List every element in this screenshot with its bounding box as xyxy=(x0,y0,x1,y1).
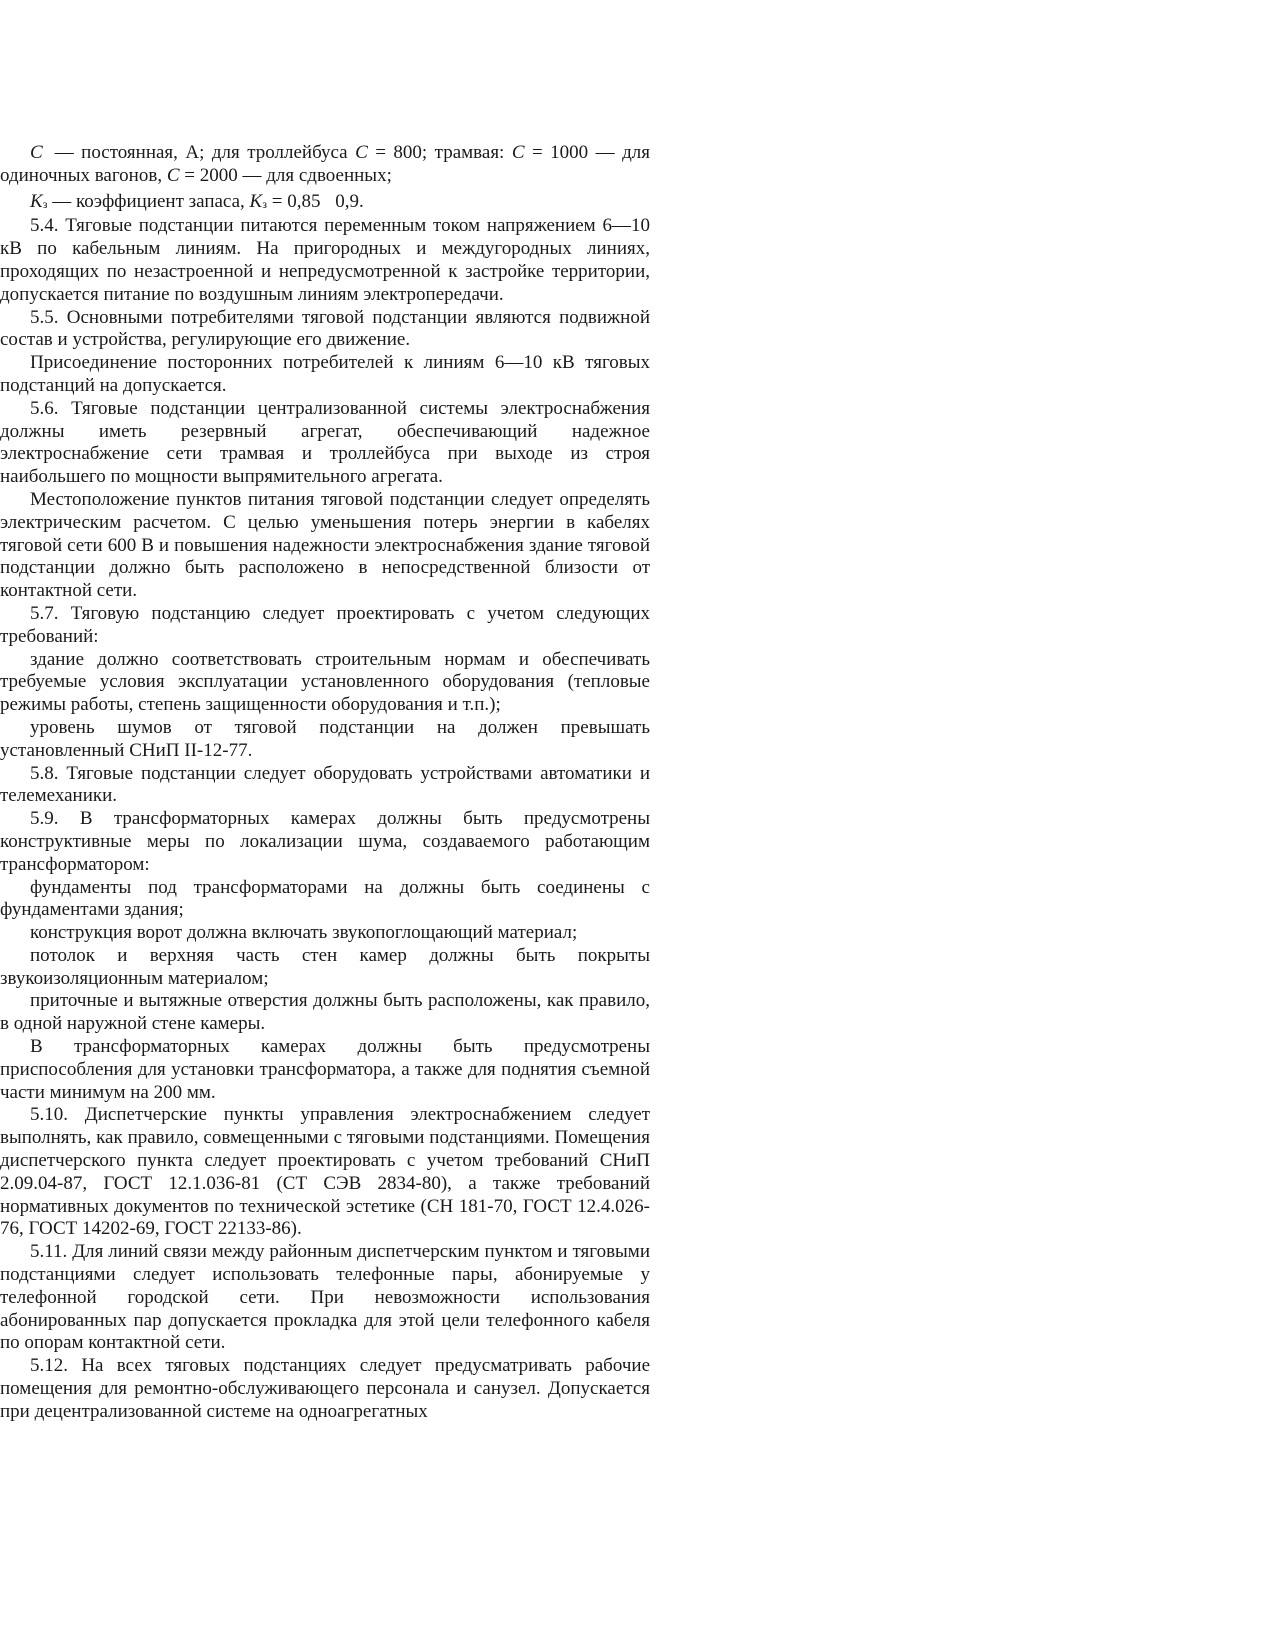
symbol-c: C xyxy=(30,142,43,163)
definition-c-text-3: = 1000 — для одиночных вагонов, xyxy=(0,142,650,186)
symbol-c-4: C xyxy=(166,164,180,186)
definition-c-text-1: — постоянная, А; для троллейбуса xyxy=(54,142,356,163)
paragraph-connection: Присоединение посторонних потребителей к линиям 6—10 кВ тяговых подстанций на допускается. xyxy=(0,352,650,396)
measure-gates: конструкция ворот должна включать звукопоглощающий материал; xyxy=(30,922,578,944)
requirement-noise: уровень шумов от тяговой подстанции на должен превышать установленный СНиП II-12-77. xyxy=(0,716,650,761)
paragraph-transformer-fixtures: В трансформаторных камерах должны быть предусмотрены приспособления для установки трансформатора, а также для поднятия съемной части минимум на 200 мм. xyxy=(0,1036,650,1103)
symbol-c-2: C xyxy=(355,142,368,163)
measure-foundations: фундаменты под трансформаторами на должны быть соединены с фундаментами здания; xyxy=(0,876,650,921)
symbol-k-2-subscript: з xyxy=(262,196,267,211)
paragraph-5-11: 5.11. Для линий связи между районным диспетчерским пунктом и тяговыми подстанциями следует использовать телефонные пары, абонируемые у телефонной городской сети. При невозможности использования абонированных пар допускается прокладка для этой цели телефонного кабеля по опорам контактной сети. xyxy=(0,1241,650,1354)
paragraph-5-6: 5.6. Тяговые подстанции централизованной системы электроснабжения должны иметь резервный агрегат, обеспечивающий надежное электроснабжение сети трамвая и троллейбуса при выходе из строя наибольшего по мощности выпрямительного агрегата. xyxy=(0,397,650,488)
paragraph-5-8: 5.8. Тяговые подстанции следует оборудовать устройствами автоматики и телемеханики. xyxy=(0,762,650,807)
definition-k-text-2: = 0,85 0,9. xyxy=(266,190,364,212)
document-page xyxy=(0,142,650,1424)
paragraph-5-10: 5.10. Диспетчерские пункты управления электроснабжением следует выполнять, как правило, совмещенными с тяговыми подстанциями. Помещения диспетчерского пункта следует проектировать с учетом требований СНиП 2.09.04-87, ГОСТ 12.1.036-81 (СТ СЭВ 2834-80), а также требований нормативных документов по технической эстетике (СН 181-70, ГОСТ 12.4.026-76, ГОСТ 14202-69, ГОСТ 22133-86). xyxy=(0,1104,650,1240)
paragraph-5-5: 5.5. Основными потребителями тяговой подстанции являются подвижной состав и устройства, регулирующие его движение. xyxy=(0,306,650,351)
symbol-c-3: C xyxy=(511,142,525,163)
symbol-k-subscript: з xyxy=(42,196,48,211)
definition-c-text-4: = 2000 — для сдвоенных; xyxy=(179,164,392,186)
paragraph-5-4: 5.4. Тяговые подстанции питаются переменным током напряжением 6—10 кВ по кабельным линиям. На пригородных и междугородных линиях, проходящих по незастроенной и непредусмотренной к застройке территории, допускается питание по воздушным линиям электропередачи. xyxy=(0,215,650,305)
paragraph-5-7: 5.7. Тяговую подстанцию следует проектировать с учетом следующих требований: xyxy=(0,602,650,647)
measure-vents: приточные и вытяжные отверстия должны быть расположены, как правило, в одной наружной стене камеры. xyxy=(0,990,650,1035)
definition-c xyxy=(0,142,650,188)
definition-k-text-1: — коэффициент запаса, xyxy=(47,190,250,212)
definition-c-text-2: = 800; трамвая: xyxy=(367,142,512,163)
paragraph-location: Местоположение пунктов питания тяговой подстанции следует определять электрическим расчетом. С целью уменьшения потерь энергии в кабелях тяговой сети 600 В и повышения надежности электроснабжения здание тяговой подстанции должно быть расположено в непосредственной близости от контактной сети. xyxy=(0,488,650,602)
symbol-k-2: K xyxy=(249,190,263,212)
definition-k xyxy=(0,191,650,216)
paragraph-5-9: 5.9. В трансформаторных камерах должны быть предусмотрены конструктивные меры по локализации шума, создаваемого работающим трансформатором: xyxy=(0,808,650,875)
measure-ceiling: потолок и верхняя часть стен камер должны быть покрыты звукоизоляционным материалом; xyxy=(0,944,650,989)
paragraph-5-12: 5.12. На всех тяговых подстанциях следует предусматривать рабочие помещения для ремонтно-обслуживающего персонала и санузел. Допускается при децентрализованной системе на одноагрегатных xyxy=(0,1355,650,1422)
requirement-building: здание должно соответствовать строительным нормам и обеспечивать требуемые условия эксплуатации установленного оборудования (тепловые режимы работы, степень защищенности оборудования и т.п.); xyxy=(0,648,650,716)
symbol-k: K xyxy=(30,190,43,212)
